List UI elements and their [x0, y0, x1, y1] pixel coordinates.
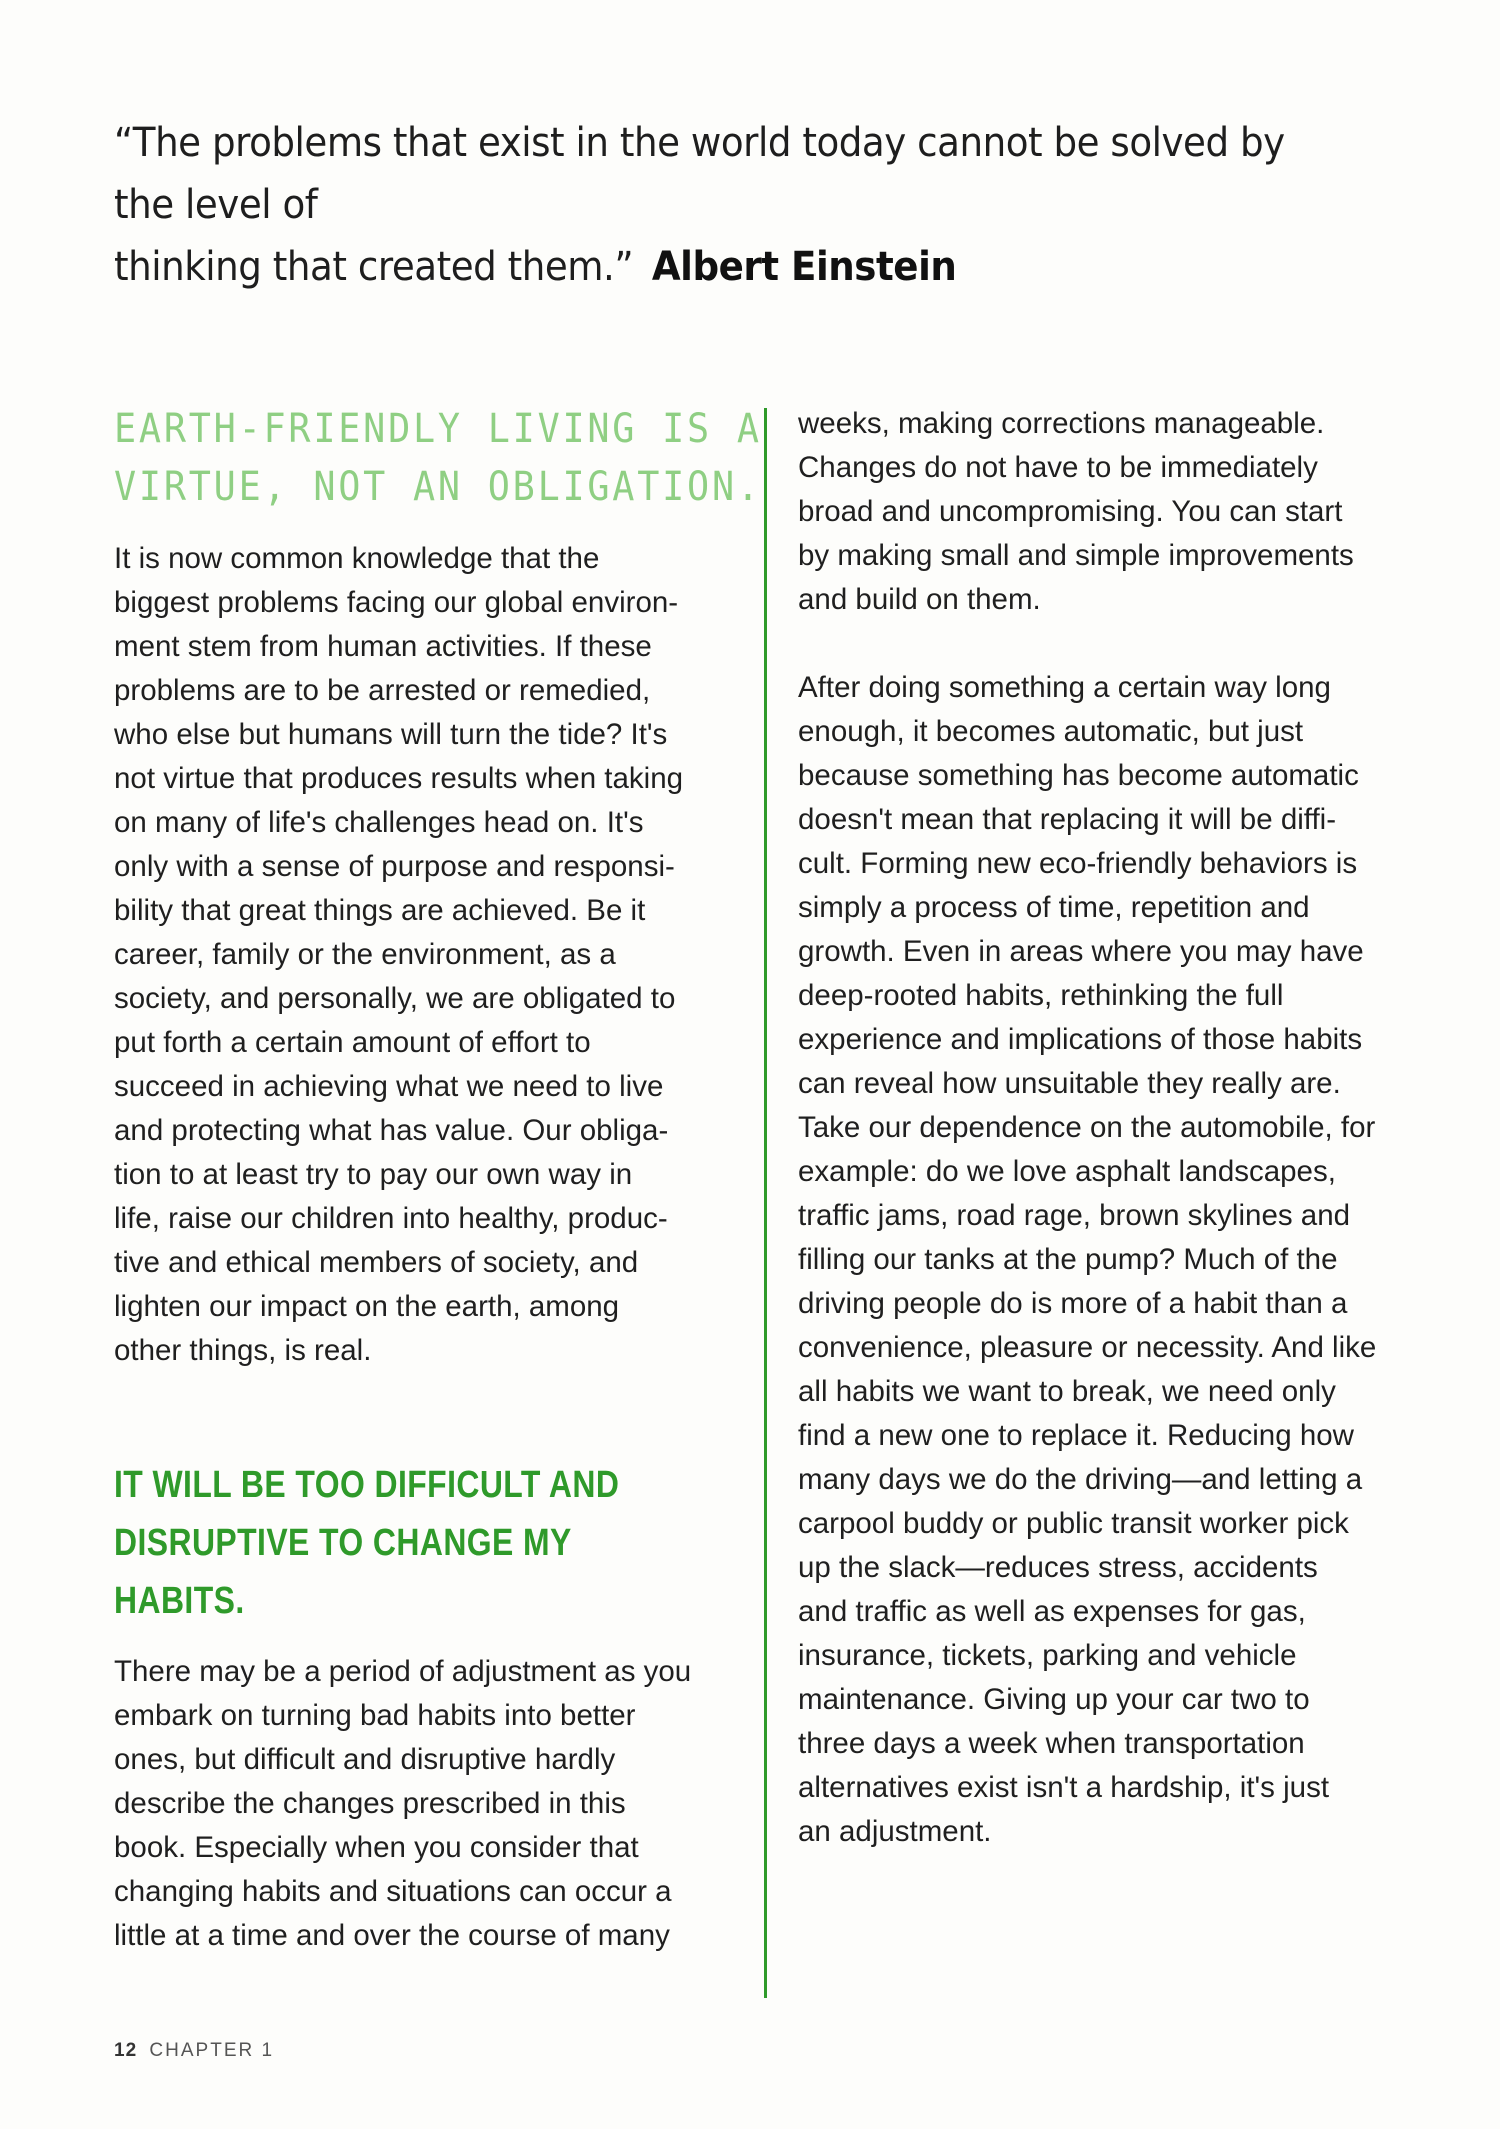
text-line: simply a process of time, repetition and [798, 891, 1310, 924]
text-line: driving people do is more of a habit than a [798, 1287, 1348, 1320]
text-line: cult. Forming new eco-friendly behaviors is [798, 847, 1358, 880]
text-line: and traffic as well as expenses for gas, [798, 1595, 1306, 1628]
text-line: who else but humans will turn the tide? It's [114, 718, 668, 751]
text-line: life, raise our children into healthy, produc- [114, 1202, 668, 1235]
heading-line: EARTH-FRIENDLY LIVING IS A [114, 406, 762, 452]
text-line: weeks, making corrections manageable. [798, 407, 1325, 440]
paragraph-weeks-corrections [798, 402, 1354, 622]
text-line: It is now common knowledge that the [114, 542, 600, 575]
page-number: 12 [114, 2040, 138, 2061]
text-line: all habits we want to break, we need only [798, 1375, 1336, 1408]
paragraph-after-doing-something [798, 666, 1376, 1854]
page-footer [114, 2040, 274, 2062]
heading-line: VIRTUE, NOT AN OBLIGATION. [114, 464, 762, 510]
text-line: many days we do the driving—and letting a [798, 1463, 1363, 1496]
text-line: enough, it becomes automatic, but just [798, 715, 1304, 748]
text-line: deep-rooted habits, rethinking the full [798, 979, 1284, 1012]
text-line: There may be a period of adjustment as you [114, 1655, 692, 1688]
text-line: describe the changes prescribed in this [114, 1787, 626, 1820]
text-line: not virtue that produces results when taking [114, 762, 684, 795]
text-line: only with a sense of purpose and responsi- [114, 850, 675, 883]
text-line: ones, but difficult and disruptive hardly [114, 1743, 616, 1776]
quote-line-1: “The problems that exist in the world today cannot be solved by the level of [114, 120, 1285, 228]
text-line: alternatives exist isn't a hardship, it's just [798, 1771, 1330, 1804]
text-line: changing habits and situations can occur a [114, 1875, 672, 1908]
text-line: by making small and simple improvements [798, 539, 1354, 572]
text-line: little at a time and over the course of many [114, 1919, 670, 1952]
text-line: book. Especially when you consider that [114, 1831, 639, 1864]
quote-line-2-text: thinking that created them.” [114, 244, 634, 290]
text-line: embark on turning bad habits into better [114, 1699, 636, 1732]
text-line: maintenance. Giving up your car two to [798, 1683, 1310, 1716]
text-line: biggest problems facing our global environ- [114, 586, 679, 619]
text-line: on many of life's challenges head on. It's [114, 806, 644, 839]
text-line: find a new one to replace it. Reducing how [798, 1419, 1354, 1452]
chapter-label: CHAPTER 1 [149, 2040, 275, 2061]
text-line: bility that great things are achieved. Be it [114, 894, 646, 927]
heading-line: DISRUPTIVE TO CHANGE MY [114, 1522, 572, 1564]
heading-line: HABITS. [114, 1580, 245, 1622]
heading-earth-friendly [114, 400, 762, 516]
text-line: an adjustment. [798, 1815, 992, 1848]
text-line: and protecting what has value. Our obliga- [114, 1114, 669, 1147]
heading-line: IT WILL BE TOO DIFFICULT AND [114, 1464, 620, 1506]
text-line: broad and uncompromising. You can start [798, 495, 1343, 528]
text-line: because something has become automatic [798, 759, 1359, 792]
text-line: convenience, pleasure or necessity. And like [798, 1331, 1377, 1364]
text-line: traffic jams, road rage, brown skylines and [798, 1199, 1351, 1232]
text-line: succeed in achieving what we need to live [114, 1070, 664, 1103]
text-line: growth. Even in areas where you may have [798, 935, 1364, 968]
paragraph-period-of-adjustment [114, 1650, 691, 1958]
text-line: society, and personally, we are obligated to [114, 982, 676, 1015]
text-line: up the slack—reduces stress, accidents [798, 1551, 1318, 1584]
quote-line-2 [114, 236, 1323, 298]
text-line: and build on them. [798, 583, 1041, 616]
text-line: tive and ethical members of society, and [114, 1246, 639, 1279]
text-line: career, family or the environment, as a [114, 938, 616, 971]
text-line: lighten our impact on the earth, among [114, 1290, 620, 1323]
text-line: carpool buddy or public transit worker pick [798, 1507, 1349, 1540]
column-divider [764, 408, 767, 1998]
epigraph-quote [114, 112, 1323, 298]
text-line: filling our tanks at the pump? Much of the [798, 1243, 1338, 1276]
text-line: After doing something a certain way long [798, 671, 1331, 704]
heading-too-difficult [114, 1456, 619, 1630]
paragraph-common-knowledge [114, 537, 683, 1373]
text-line: Take our dependence on the automobile, for [798, 1111, 1376, 1144]
quote-author: Albert Einstein [651, 244, 957, 290]
text-line: example: do we love asphalt landscapes, [798, 1155, 1336, 1188]
text-line: three days a week when transportation [798, 1727, 1305, 1760]
text-line: can reveal how unsuitable they really are. [798, 1067, 1341, 1100]
text-line: Changes do not have to be immediately [798, 451, 1318, 484]
text-line: doesn't mean that replacing it will be diffi- [798, 803, 1337, 836]
text-line: tion to at least try to pay our own way in [114, 1158, 633, 1191]
text-line: insurance, tickets, parking and vehicle [798, 1639, 1297, 1672]
text-line: experience and implications of those habits [798, 1023, 1363, 1056]
text-line: problems are to be arrested or remedied, [114, 674, 651, 707]
text-line: ment stem from human activities. If these [114, 630, 652, 663]
text-line: put forth a certain amount of effort to [114, 1026, 591, 1059]
text-line: other things, is real. [114, 1334, 372, 1367]
